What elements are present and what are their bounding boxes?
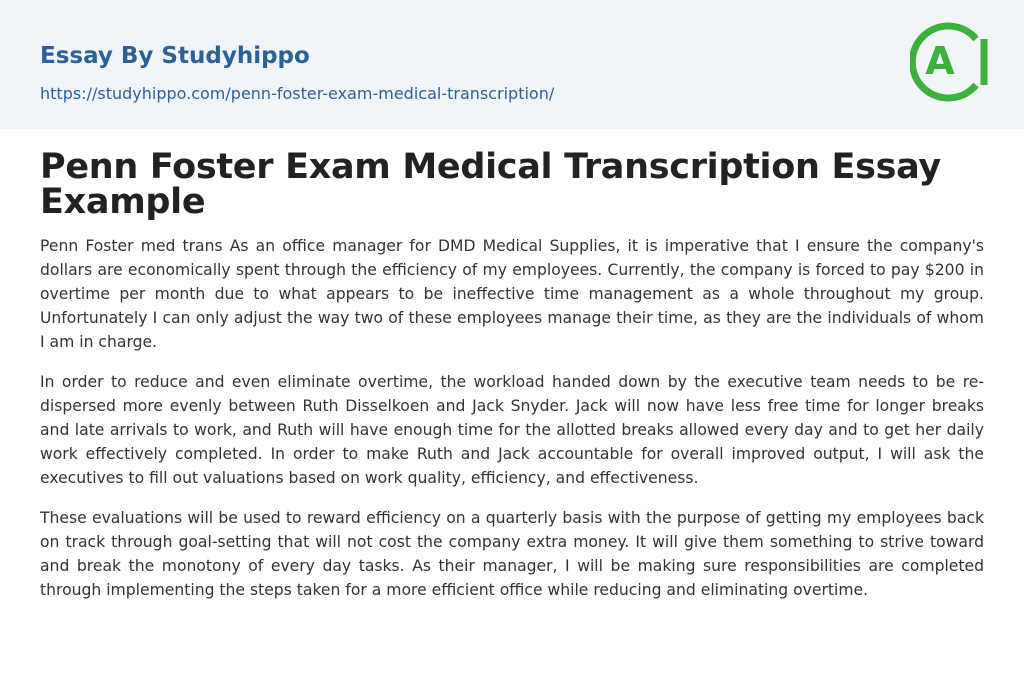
article-title: Penn Foster Exam Medical Transcription Essay Example xyxy=(40,147,941,222)
article-paragraph: These evaluations will be used to reward efficiency on a quarterly basis with the purpose of getting my employees back on track through goal-setting that will not cost the company extra money. It will give them something to strive toward and break the monotony of every day tasks. As their manager, I will be making sure responsibilities are completed through implementing the steps taken for a more efficient office while reducing and eliminating overtime. xyxy=(40,509,984,599)
site-header xyxy=(0,0,1024,129)
article-paragraph: In order to reduce and even eliminate overtime, the workload handed down by the executive team needs to be re-dispersed more evenly between Ruth Disselkoen and Jack Snyder. Jack will now have less free time for longer breaks and late arrivals to work, and Ruth will have enough time for the allotted breaks allowed every day and to get her daily work effectively completed. In order to make Ruth and Jack accountable for overall improved output, I will ask the executives to fill out valuations based on work quality, efficiency, and effectiveness. xyxy=(40,373,984,487)
article-paragraph: Penn Foster med trans As an office manager for DMD Medical Supplies, it is imperative that I ensure the company's dollars are economically spent through the efficiency of my employees. Currently, the company is forced to pay $200 in overtime per month due to what appears to be ineffective time management as a whole throughout my group. Unfortunately I can only adjust the way two of these employees manage their time, as they are the individuals of whom I am in charge. xyxy=(40,237,984,351)
page-url-link[interactable]: https://studyhippo.com/penn-foster-exam-medical-transcription/ xyxy=(40,84,555,103)
logo-letter: A xyxy=(925,39,955,83)
article xyxy=(40,147,984,602)
logo-svg xyxy=(910,17,990,107)
studyhippo-logo-icon[interactable] xyxy=(910,17,990,107)
site-brand[interactable]: Essay By Studyhippo xyxy=(40,43,310,69)
